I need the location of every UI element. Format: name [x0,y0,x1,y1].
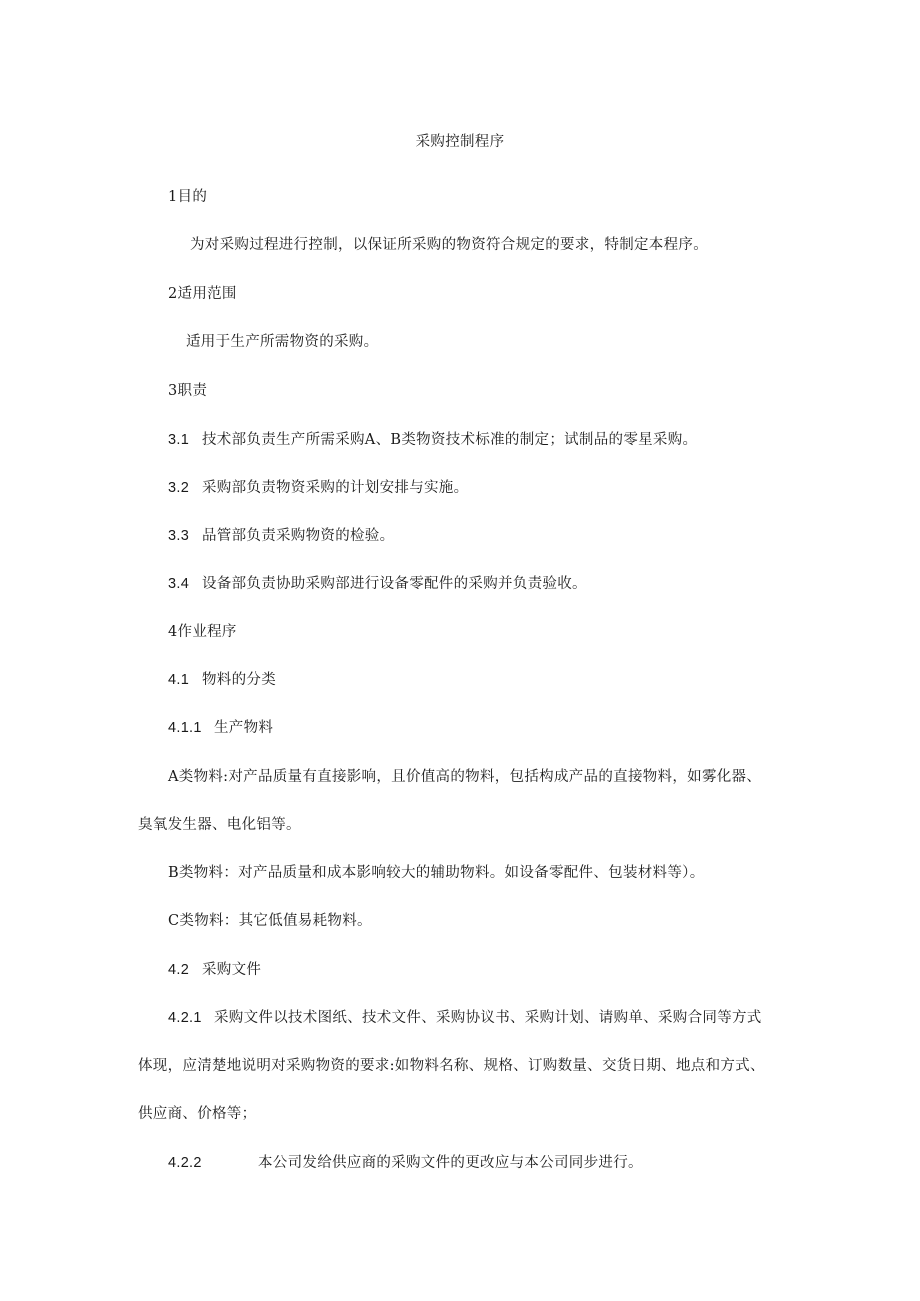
item-text: 物料的分类 [202,672,276,688]
item-text: 采购文件以技术图纸、技术文件、采购协议书、采购计划、请购单、采购合同等方式 [214,1010,762,1026]
item-text: 设备部负责协助采购部进行设备零配件的采购并负责验收。 [202,576,587,592]
item-text: 采购部负责物资采购的计划安排与实施。 [202,480,469,496]
section-4-2 [168,960,261,980]
item-number: 4.2.2 [168,1155,202,1171]
section-2-paragraph: 适用于生产所需物资的采购。 [186,334,379,350]
item-number: 3.1 [168,432,190,448]
item-text: 采购文件 [202,962,262,978]
section-4-2-1-line-3: 供应商、价格等； [138,1106,257,1122]
section-2-heading: 2适用范围 [168,286,237,302]
class-a-line-1: A类物料:对产品质量有直接影响，且价值高的物料，包括构成产品的直接物料，如雾化器、 [168,769,762,785]
item-number: 4.2 [168,962,190,978]
document-title: 采购控制程序 [415,134,505,150]
section-3-2 [168,478,468,498]
item-number: 3.4 [168,576,190,592]
section-4-1-1 [168,718,273,738]
section-3-3 [168,526,394,546]
item-number: 3.3 [168,528,190,544]
section-3-heading: 3职责 [168,383,208,399]
section-3-1 [168,430,697,450]
item-text: 技术部负责生产所需采购A、B类物资技术标准的制定；试制品的零星采购。 [202,432,698,448]
section-1-heading: 1目的 [168,189,208,205]
item-number: 3.2 [168,480,190,496]
section-4-1 [168,670,276,690]
section-4-2-1-line-1 [168,1008,762,1028]
section-4-2-1-line-2: 体现，应清楚地说明对采购物资的要求:如物料名称、规格、订购数量、交货日期、地点和方式、 [138,1058,765,1074]
class-b-line: B类物料：对产品质量和成本影响较大的辅助物料。如设备零配件、包装材料等）。 [168,865,705,881]
item-text: 本公司发给供应商的采购文件的更改应与本公司同步进行。 [258,1155,643,1171]
section-4-heading: 4作业程序 [168,624,237,640]
section-1-paragraph: 为对采购过程进行控制，以保证所采购的物资符合规定的要求，特制定本程序。 [190,237,708,253]
item-text: 品管部负责采购物资的检验。 [202,528,395,544]
class-a-line-2: 臭氧发生器、电化铝等。 [138,817,301,833]
class-c-line: C类物料：其它低值易耗物料。 [168,913,372,929]
item-text: 生产物料 [214,720,274,736]
section-4-2-2 [168,1153,643,1173]
section-3-4 [168,574,587,594]
item-number: 4.2.1 [168,1010,202,1026]
item-number: 4.1.1 [168,720,202,736]
item-number: 4.1 [168,672,190,688]
